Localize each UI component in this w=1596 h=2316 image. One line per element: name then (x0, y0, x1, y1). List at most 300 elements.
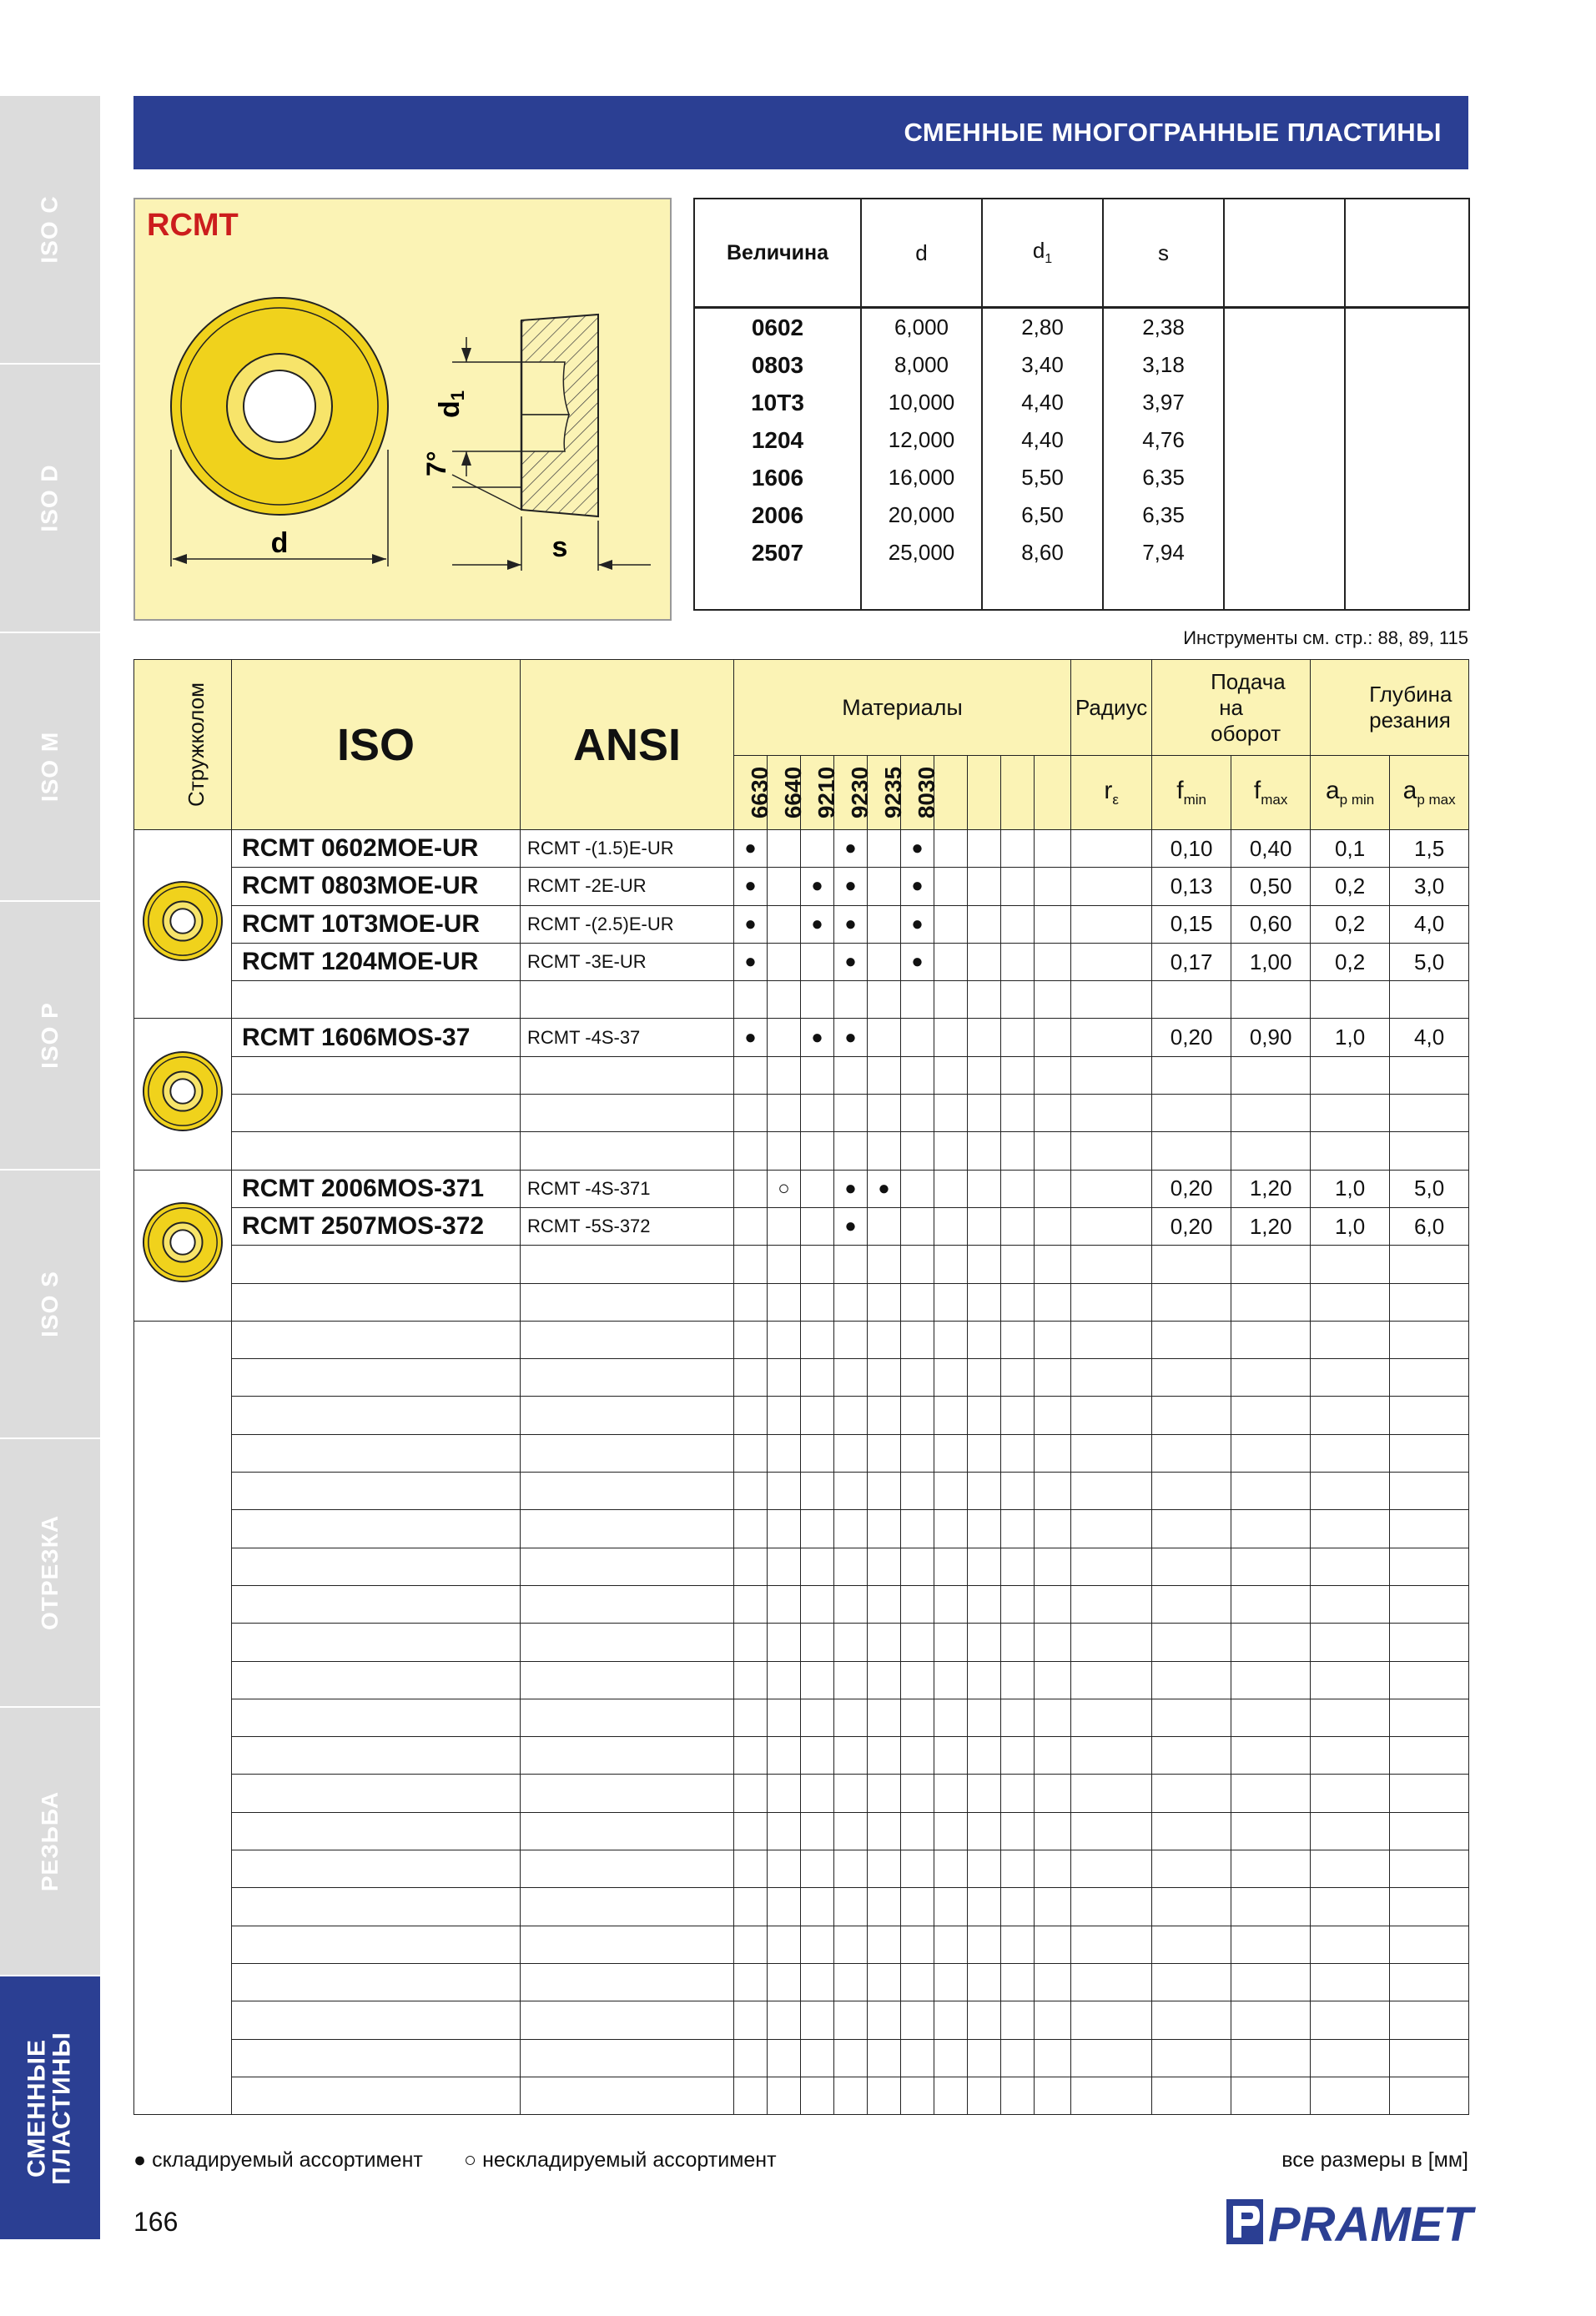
grade-availability-empty (801, 1963, 834, 2001)
grade-availability-empty (934, 830, 968, 868)
fmin-value (1152, 1056, 1231, 1094)
grade-availability-empty (968, 1283, 1001, 1321)
col-header-iso: ISO (232, 660, 521, 830)
col-header-depth: Глубина резания (1311, 660, 1469, 756)
ansi-code (521, 1548, 734, 1585)
grade-availability-empty (1035, 1963, 1071, 2001)
grade-availability-empty (968, 1661, 1001, 1699)
col-header-s: s (1103, 199, 1224, 308)
grade-availability-empty (934, 1132, 968, 1170)
grade-availability-empty (734, 2077, 768, 2114)
grade-availability-empty (801, 2001, 834, 2039)
sidebar-tab-iso-c[interactable] (0, 96, 100, 366)
grade-availability-empty (734, 1737, 768, 1775)
size-code: 2507 (694, 534, 861, 571)
sidebar-tab-inserts[interactable] (0, 1976, 100, 2243)
grade-availability: ● (834, 1019, 868, 1056)
apmin-value: 0,2 (1311, 943, 1390, 980)
grade-availability-empty (968, 981, 1001, 1019)
insert-row-empty (134, 1359, 1469, 1397)
size-d1: 4,40 (982, 421, 1103, 459)
value-empty (1071, 1359, 1152, 1397)
iso-code (232, 1397, 521, 1434)
grade-availability-empty (934, 868, 968, 905)
apmin-value (1311, 1246, 1390, 1283)
sidebar-tab-iso-d[interactable] (0, 365, 100, 635)
grade-availability-empty (834, 1434, 868, 1472)
grade-availability-empty (801, 1737, 834, 1775)
value-empty (1071, 2077, 1152, 2114)
grade-availability-empty (968, 1170, 1001, 1207)
grade-availability-empty (1035, 1473, 1071, 1510)
grade-availability-empty (934, 1510, 968, 1548)
insert-row-empty (134, 2077, 1469, 2114)
apmin-value: 1,0 (1311, 1207, 1390, 1245)
apmax-value: 1,5 (1390, 830, 1469, 868)
grade-availability-empty (934, 1548, 968, 1585)
iso-code (232, 1434, 521, 1472)
iso-code (232, 1585, 521, 1623)
apmin-value (1311, 981, 1390, 1019)
grade-availability-empty (1001, 1056, 1035, 1094)
size-d1: 3,40 (982, 346, 1103, 384)
size-d: 8,000 (861, 346, 982, 384)
grade-availability-empty (734, 1926, 768, 1963)
grade-availability (801, 1283, 834, 1321)
insert-row (134, 868, 1469, 905)
value-empty (1071, 1397, 1152, 1434)
grade-availability-empty (968, 1850, 1001, 1888)
sidebar-tab-label-line1: СМЕННЫЕ (23, 2038, 51, 2178)
sidebar-tab-iso-p[interactable] (0, 902, 100, 1172)
value-empty (1231, 1963, 1311, 2001)
grade-availability (801, 981, 834, 1019)
value-empty (1071, 1510, 1152, 1548)
sidebar-tab-threading[interactable] (0, 1708, 100, 1978)
grade-availability-empty (934, 1585, 968, 1623)
grade-availability-empty (934, 1737, 968, 1775)
size-row (694, 534, 1469, 571)
value-empty (1231, 1473, 1311, 1510)
fmax-value (1231, 981, 1311, 1019)
grade-availability (868, 1019, 901, 1056)
fmax-value: 0,90 (1231, 1019, 1311, 1056)
value-empty (1390, 1321, 1469, 1358)
fmin-value: 0,20 (1152, 1019, 1231, 1056)
iso-code (232, 1321, 521, 1358)
value-empty (1231, 1661, 1311, 1699)
ansi-code (521, 1926, 734, 1963)
legend-stocked (133, 2148, 423, 2173)
insert-row-empty (134, 1510, 1469, 1548)
iso-code (232, 1812, 521, 1850)
insert-row-empty (134, 2001, 1469, 2039)
radius-value (1071, 868, 1152, 905)
grade-availability (768, 1246, 801, 1283)
insert-row-empty (134, 1056, 1469, 1094)
value-empty (1311, 1359, 1390, 1397)
radius-value (1071, 1207, 1152, 1245)
size-d1: 6,50 (982, 496, 1103, 534)
insert-row-empty (134, 1850, 1469, 1888)
value-empty (1390, 1585, 1469, 1623)
grade-availability-empty (901, 1812, 934, 1850)
grade-availability-empty (801, 1661, 834, 1699)
grade-availability-empty (934, 2039, 968, 2077)
grade-availability (768, 830, 801, 868)
grade-availability-empty (868, 1661, 901, 1699)
grade-availability-empty (968, 1585, 1001, 1623)
size-empty-cell (1103, 571, 1224, 610)
grade-header-empty (968, 756, 1001, 830)
grade-availability-empty (1001, 2077, 1035, 2114)
iso-code (232, 1737, 521, 1775)
sidebar-tab-label: ОТРЕЗКА (37, 1514, 63, 1631)
legend-nonstocked-label: нескладируемый ассортимент (482, 2148, 777, 2172)
grade-availability (868, 905, 901, 943)
grade-availability (768, 1132, 801, 1170)
grade-availability (768, 1095, 801, 1132)
grade-header-empty (1035, 756, 1071, 830)
fmin-value: 0,13 (1152, 868, 1231, 905)
grade-availability-empty (1001, 2039, 1035, 2077)
iso-code (232, 1473, 521, 1510)
grade-availability-empty (768, 1321, 801, 1358)
sidebar-tab-parting[interactable] (0, 1439, 100, 1709)
grade-availability-empty (968, 1963, 1001, 2001)
grade-availability-empty (934, 1283, 968, 1321)
insert-row-empty (134, 1434, 1469, 1472)
value-empty (1390, 1661, 1469, 1699)
value-empty (1152, 1850, 1231, 1888)
grade-availability-empty (934, 1434, 968, 1472)
grade-availability-empty (868, 1585, 901, 1623)
ansi-code (521, 1283, 734, 1321)
value-empty (1311, 1812, 1390, 1850)
radius-value (1071, 1056, 1152, 1094)
value-empty (1231, 1359, 1311, 1397)
col-header-fmin: $f_{min}$ (1152, 756, 1231, 830)
grade-availability (768, 1019, 801, 1056)
grade-availability (901, 981, 934, 1019)
apmin-value: 1,0 (1311, 1170, 1390, 1207)
size-extra-cell (1345, 384, 1469, 421)
value-empty (1152, 1473, 1231, 1510)
iso-code (232, 1661, 521, 1699)
grade-availability-empty (868, 1321, 901, 1358)
grade-availability-empty (1035, 1624, 1071, 1661)
value-empty (1071, 1699, 1152, 1736)
size-s: 7,94 (1103, 534, 1224, 571)
grade-availability-empty (934, 1661, 968, 1699)
grade-availability-empty (968, 1473, 1001, 1510)
value-empty (1071, 1963, 1152, 2001)
grade-header: 9230 (834, 756, 868, 830)
grade-availability (901, 1056, 934, 1094)
grade-availability-empty (734, 1888, 768, 1926)
grade-availability-empty (968, 1510, 1001, 1548)
iso-code (232, 2039, 521, 2077)
legend-stocked-label: складируемый ассортимент (152, 2148, 423, 2172)
value-empty (1390, 1775, 1469, 1812)
insert-grades-table (133, 659, 1469, 2115)
insert-row-empty (134, 1548, 1469, 1585)
grade-availability-empty (768, 1661, 801, 1699)
grade-availability-empty (934, 1699, 968, 1736)
grade-availability-empty (801, 1624, 834, 1661)
dim-angle-label: 7° (421, 451, 451, 476)
grade-availability (901, 1019, 934, 1056)
grade-availability-empty (1035, 1926, 1071, 1963)
grade-availability-empty (901, 1585, 934, 1623)
value-empty (1390, 1624, 1469, 1661)
grade-availability-empty (868, 1963, 901, 2001)
ansi-code (521, 1812, 734, 1850)
grade-availability-empty (934, 1812, 968, 1850)
size-d: 6,000 (861, 308, 982, 347)
col-header-materials: Материалы (734, 660, 1071, 756)
value-empty (1311, 2077, 1390, 2114)
grade-availability-empty (1001, 1737, 1035, 1775)
grade-availability-empty (1001, 1359, 1035, 1397)
ansi-code (521, 2077, 734, 2114)
grade-availability-empty (968, 1812, 1001, 1850)
insert-row (134, 1207, 1469, 1245)
grade-availability-empty (1035, 1510, 1071, 1548)
value-empty (1311, 1661, 1390, 1699)
fmax-value: 1,00 (1231, 943, 1311, 980)
insert-drawing (135, 199, 673, 622)
grade-availability-empty (1035, 1434, 1071, 1472)
col-header-chipbreaker: Стружколом (134, 660, 232, 830)
grade-availability-empty (834, 2039, 868, 2077)
size-code: 1606 (694, 459, 861, 496)
grade-availability (801, 1132, 834, 1170)
size-s: 4,76 (1103, 421, 1224, 459)
ansi-code (521, 1888, 734, 1926)
iso-code (232, 1888, 521, 1926)
grade-availability-empty (968, 2077, 1001, 2114)
value-empty (1152, 2039, 1231, 2077)
grade-availability-empty (934, 1246, 968, 1283)
grade-availability-empty (934, 905, 968, 943)
grade-availability-empty (934, 1019, 968, 1056)
ansi-code (521, 1661, 734, 1699)
grade-availability-empty (1035, 1775, 1071, 1812)
grade-availability-empty (768, 1737, 801, 1775)
insert-row-empty (134, 1888, 1469, 1926)
size-code: 0602 (694, 308, 861, 347)
ansi-code (521, 1321, 734, 1358)
grade-availability-empty (801, 1888, 834, 1926)
size-extra-cell (1224, 496, 1345, 534)
grade-availability (801, 1095, 834, 1132)
grade-availability-empty (901, 1548, 934, 1585)
insert-row (134, 1019, 1469, 1056)
grade-availability-empty (734, 1397, 768, 1434)
insert-drawing-panel (133, 198, 672, 621)
value-empty (1311, 1548, 1390, 1585)
grade-availability-empty (1001, 1397, 1035, 1434)
grade-availability: ● (834, 1170, 868, 1207)
grade-availability-empty (1035, 2001, 1071, 2039)
size-s: 6,35 (1103, 459, 1224, 496)
value-empty (1231, 1624, 1311, 1661)
ansi-code: RCMT -(1.5)E-UR (521, 830, 734, 868)
grade-availability-empty (834, 1473, 868, 1510)
apmin-value: 0,2 (1311, 868, 1390, 905)
grade-availability-empty (968, 1737, 1001, 1775)
size-extra-cell (1224, 534, 1345, 571)
grade-availability-empty (768, 1812, 801, 1850)
fmax-value: 0,60 (1231, 905, 1311, 943)
grade-availability (768, 1207, 801, 1245)
grade-availability-empty (1001, 1321, 1035, 1358)
insert-row (134, 830, 1469, 868)
grade-availability-empty (901, 1737, 934, 1775)
grade-availability (768, 943, 801, 980)
col-header-size: Величина (694, 199, 861, 308)
value-empty (1071, 1585, 1152, 1623)
apmax-value: 5,0 (1390, 1170, 1469, 1207)
grade-header: 8030 (901, 756, 934, 830)
value-empty (1152, 1510, 1231, 1548)
grade-availability: ● (734, 1019, 768, 1056)
ansi-code (521, 1510, 734, 1548)
grade-availability-empty (901, 2001, 934, 2039)
grade-availability-empty (868, 2039, 901, 2077)
grade-availability-empty (801, 1434, 834, 1472)
value-empty (1071, 1624, 1152, 1661)
grade-availability (868, 943, 901, 980)
fmax-value (1231, 1283, 1311, 1321)
size-d: 20,000 (861, 496, 982, 534)
grade-availability-empty (901, 2039, 934, 2077)
grade-availability-empty (1001, 981, 1035, 1019)
ansi-code: RCMT -(2.5)E-UR (521, 905, 734, 943)
radius-value (1071, 1019, 1152, 1056)
value-empty (1231, 1510, 1311, 1548)
value-empty (1311, 2001, 1390, 2039)
size-d: 16,000 (861, 459, 982, 496)
grade-availability-empty (801, 1585, 834, 1623)
grade-availability-empty (768, 1510, 801, 1548)
grade-availability-empty (834, 1510, 868, 1548)
sidebar-tab-iso-s[interactable] (0, 1171, 100, 1441)
col-header-d1: $d_1$ (982, 199, 1103, 308)
value-empty (1390, 1850, 1469, 1888)
insert-row (134, 1170, 1469, 1207)
value-empty (1071, 1850, 1152, 1888)
size-row (694, 384, 1469, 421)
sidebar-tab-iso-m[interactable] (0, 633, 100, 904)
size-row (694, 308, 1469, 347)
value-empty (1390, 1926, 1469, 1963)
grade-availability (868, 1283, 901, 1321)
insert-row-empty (134, 2039, 1469, 2077)
size-d: 10,000 (861, 384, 982, 421)
value-empty (1152, 1737, 1231, 1775)
size-empty-cell (1345, 571, 1469, 610)
grade-availability-empty (1001, 1661, 1035, 1699)
ansi-code: RCMT -3E-UR (521, 943, 734, 980)
chipbreaker-icon (134, 1019, 232, 1170)
value-empty (1152, 1548, 1231, 1585)
grade-availability-empty (968, 1775, 1001, 1812)
grade-availability-empty (1035, 1661, 1071, 1699)
grade-availability (734, 1095, 768, 1132)
grade-availability-empty (1035, 1888, 1071, 1926)
grade-availability-empty (834, 2001, 868, 2039)
ansi-code: RCMT -5S-372 (521, 1207, 734, 1245)
grade-availability-empty (768, 2039, 801, 2077)
svg-text:PRAMET: PRAMET (1268, 2198, 1473, 2252)
radius-value (1071, 1132, 1152, 1170)
grade-availability-empty (768, 1397, 801, 1434)
grade-availability-empty (934, 1056, 968, 1094)
grade-availability (801, 1207, 834, 1245)
size-code: 2006 (694, 496, 861, 534)
grade-availability-empty (968, 1056, 1001, 1094)
iso-code (232, 981, 521, 1019)
value-empty (1311, 1473, 1390, 1510)
value-empty (1152, 1963, 1231, 2001)
grade-availability (801, 1246, 834, 1283)
dim-d-label: d (270, 527, 289, 559)
value-empty (1152, 1585, 1231, 1623)
grade-availability: ● (734, 943, 768, 980)
iso-code (232, 1132, 521, 1170)
value-empty (1390, 1963, 1469, 2001)
grade-availability (868, 868, 901, 905)
grade-availability-empty (801, 1359, 834, 1397)
iso-code: RCMT 0803MOE-UR (232, 868, 521, 905)
fmax-value (1231, 1095, 1311, 1132)
grade-availability-empty (868, 2077, 901, 2114)
grade-availability-empty (1035, 1548, 1071, 1585)
grade-availability-empty (734, 1850, 768, 1888)
col-header-fmax: $f_{max}$ (1231, 756, 1311, 830)
grade-availability-empty (868, 1812, 901, 1850)
apmin-value: 0,2 (1311, 905, 1390, 943)
grade-availability-empty (968, 1926, 1001, 1963)
iso-code: RCMT 1606MOS-37 (232, 1019, 521, 1056)
legend-nonstocked (464, 2148, 777, 2173)
grade-availability-empty (734, 2001, 768, 2039)
grade-availability-empty (868, 1926, 901, 1963)
grade-availability-empty (834, 1585, 868, 1623)
fmax-value (1231, 1056, 1311, 1094)
grade-availability-empty (868, 1359, 901, 1397)
grade-availability-empty (834, 1926, 868, 1963)
grade-availability: ● (734, 868, 768, 905)
size-extra-cell (1345, 496, 1469, 534)
size-empty-cell (694, 571, 861, 610)
grade-availability (768, 981, 801, 1019)
ansi-code (521, 1095, 734, 1132)
grade-availability (868, 981, 901, 1019)
iso-code (232, 1963, 521, 2001)
value-empty (1390, 1473, 1469, 1510)
grade-availability-empty (968, 1359, 1001, 1397)
value-empty (1231, 1812, 1311, 1850)
iso-code (232, 1548, 521, 1585)
fmax-value: 0,50 (1231, 868, 1311, 905)
value-empty (1231, 1397, 1311, 1434)
size-table (693, 198, 1470, 611)
grade-availability-empty (868, 1548, 901, 1585)
grade-availability (868, 1095, 901, 1132)
